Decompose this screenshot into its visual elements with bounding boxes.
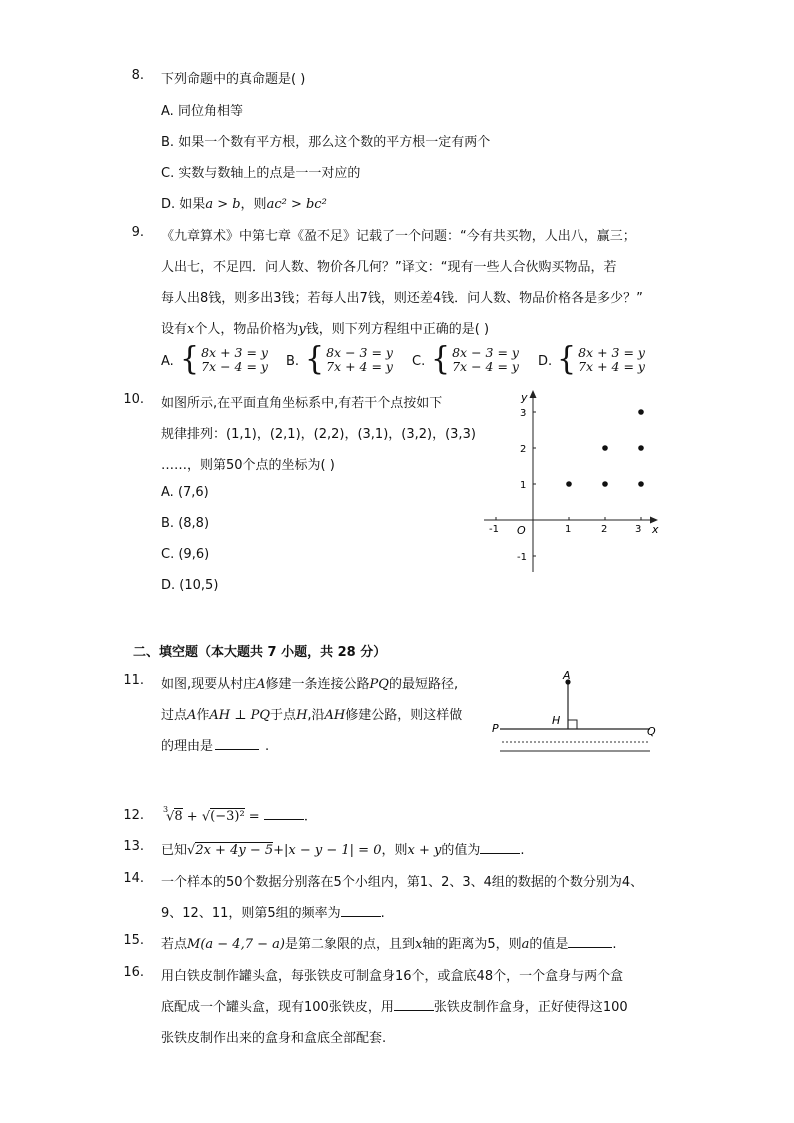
q14-line-2: 9、12、11，则第5组的频率为 . xyxy=(161,906,385,921)
y-axis-label: y xyxy=(521,391,528,404)
q9-option-b-label: B. xyxy=(286,354,300,369)
q8-option-a: A. 同位角相等 xyxy=(161,104,243,119)
q16-line-3: 张铁皮制作出来的盒身和盒底全部配套. xyxy=(161,1031,387,1046)
answer-blank[interactable] xyxy=(341,916,381,917)
q8-stem: 下列命题中的真命题是( ) xyxy=(161,72,306,87)
lattice-point xyxy=(602,445,608,451)
q9-option-d-label: D. xyxy=(538,354,553,369)
coordinate-plane-figure xyxy=(478,388,668,578)
q15-text: 若点M(a − 4,7 − a)是第二象限的点，且到x轴的距离为5，则a的值是 . xyxy=(161,937,617,952)
y-tick-label: -1 xyxy=(517,552,527,563)
q9-option-a-system: { 8x + 3 = y 7x − 4 = y xyxy=(180,341,268,378)
q9-line-1: 《九章算术》中第七章《盈不足》记载了一个问题：“今有共买物，人出八，赢三； xyxy=(161,229,636,244)
q10-line-2: 规律排列：(1,1)，(2,1)，(2,2)，(3,1)，(3,2)，(3,3) xyxy=(161,427,476,442)
x-tick-label: -1 xyxy=(489,524,499,535)
answer-blank[interactable] xyxy=(394,1010,434,1011)
q10-option-a: A. (7,6) xyxy=(161,485,209,500)
q11-number: 11. xyxy=(123,673,144,688)
x-axis-label: x xyxy=(652,523,659,536)
lattice-point xyxy=(638,445,644,451)
q15-number: 15. xyxy=(123,933,144,948)
y-tick-label: 1 xyxy=(520,480,527,491)
road-village-figure xyxy=(490,668,662,760)
brace-symbol: { xyxy=(557,341,577,378)
lattice-point xyxy=(566,481,572,487)
q11-line-2: 过点A作AH ⊥ PQ于点H,沿AH修建公路，则这样做 xyxy=(161,708,463,723)
answer-blank[interactable] xyxy=(480,853,520,854)
lattice-point xyxy=(638,409,644,415)
q9-option-a-label: A. xyxy=(161,354,174,369)
y-tick-label: 2 xyxy=(520,444,527,455)
q10-line-1: 如图所示,在平面直角坐标系中,有若干个点按如下 xyxy=(161,396,443,411)
q13-number: 13. xyxy=(123,839,144,854)
x-tick-label: 1 xyxy=(565,524,572,535)
answer-blank[interactable] xyxy=(215,749,259,750)
q9-option-c-system: { 8x − 3 = y 7x − 4 = y xyxy=(431,341,519,378)
q9-option-c-label: C. xyxy=(412,354,426,369)
q9-number: 9. xyxy=(131,225,144,240)
q10-option-b: B. (8,8) xyxy=(161,516,210,531)
q10-number: 10. xyxy=(123,392,144,407)
q8-number: 8. xyxy=(131,68,144,83)
q10-option-d: D. (10,5) xyxy=(161,578,219,593)
point-layer xyxy=(566,409,644,487)
y-axis-arrow xyxy=(530,390,537,398)
q8-option-d: D. 如果a > b，则ac² > bc² xyxy=(161,197,327,212)
q10-option-c: C. (9,6) xyxy=(161,547,210,562)
q11-line-3: 的理由是 . xyxy=(161,739,270,754)
q11-line-1: 如图,现要从村庄A修建一条连接公路PQ的最短路径, xyxy=(161,677,459,692)
q16-line-1: 用白铁皮制作罐头盒，每张铁皮可制盒身16个，或盒底48个，一个盒身与两个盒 xyxy=(161,969,624,984)
answer-blank[interactable] xyxy=(568,947,612,948)
q16-line-2: 底配成一个罐头盒，现有100张铁皮，用 张铁皮制作盒身，正好使得这100 xyxy=(161,1000,628,1015)
q12-expression: $^3$√8 + √(−3)² = . xyxy=(163,805,308,825)
label-q: Q xyxy=(647,725,656,738)
q9-option-d-system: { 8x + 3 = y 7x + 4 = y xyxy=(557,341,645,378)
brace-symbol: { xyxy=(431,341,451,378)
q14-line-1: 一个样本的50个数据分别落在5个小组内，第1、2、3、4组的数据的个数分别为4、 xyxy=(161,875,644,890)
right-angle-mark xyxy=(568,720,577,729)
q16-number: 16. xyxy=(123,965,144,980)
q8-option-c: C. 实数与数轴上的点是一一对应的 xyxy=(161,166,361,181)
q12-number: 12. xyxy=(123,808,144,823)
q9-line-2: 人出七，不足四．问人数、物价各几何？”译文：“现有一些人合伙购买物品，若 xyxy=(161,260,617,275)
q10-line-3: ……，则第50个点的坐标为( ) xyxy=(161,458,335,473)
brace-symbol: { xyxy=(305,341,325,378)
lattice-point xyxy=(638,481,644,487)
brace-symbol: { xyxy=(180,341,200,378)
label-p: P xyxy=(492,722,499,735)
q9-line-4: 设有x个人，物品价格为y钱，则下列方程组中正确的是( ) xyxy=(161,322,490,337)
answer-blank[interactable] xyxy=(264,819,304,820)
q9-line-3: 每人出8钱，则多出3钱；若每人出7钱，则还差4钱．问人数、物品价格各是多少？” xyxy=(161,291,643,306)
q14-number: 14. xyxy=(123,871,144,886)
x-tick-label: 2 xyxy=(601,524,608,535)
origin-label: O xyxy=(517,524,526,537)
section-2-title: 二、填空题（本大题共 7 小题，共 28 分） xyxy=(133,645,387,660)
q9-option-b-system: { 8x − 3 = y 7x + 4 = y xyxy=(305,341,393,378)
x-tick-label: 3 xyxy=(635,524,642,535)
label-h: H xyxy=(552,714,561,727)
lattice-point xyxy=(602,481,608,487)
q8-option-b: B. 如果一个数有平方根，那么这个数的平方根一定有两个 xyxy=(161,135,491,150)
label-a: A xyxy=(563,669,571,682)
y-tick-label: 3 xyxy=(520,408,527,419)
q13-text: 已知√2x + 4y − 5+|x − y − 1| = 0，则x + y的值为 . xyxy=(161,843,525,858)
